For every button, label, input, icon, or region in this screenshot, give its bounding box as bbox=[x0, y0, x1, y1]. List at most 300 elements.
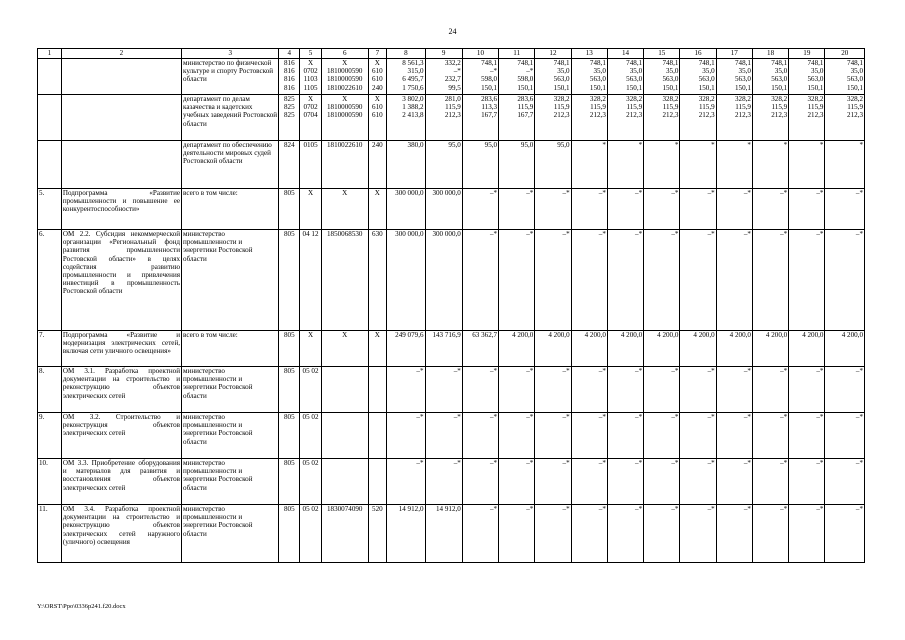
value-cell bbox=[644, 413, 680, 459]
value-line: –* bbox=[489, 230, 498, 238]
value-cell bbox=[825, 141, 865, 189]
value-line: 14 912,0 bbox=[435, 505, 461, 513]
rzpr-code-line: 1103 bbox=[303, 75, 318, 84]
value-cell bbox=[680, 331, 716, 367]
value-cell bbox=[462, 95, 498, 141]
value-line: 115,9 bbox=[626, 103, 643, 112]
grbs-code-line: 825 bbox=[283, 95, 295, 103]
header-cell: 15 bbox=[644, 49, 680, 59]
value-cell bbox=[535, 59, 571, 95]
grbs-code bbox=[279, 505, 300, 563]
header-cell: 1 bbox=[38, 49, 62, 59]
value-cell bbox=[752, 59, 788, 95]
value-line: 150,1 bbox=[771, 83, 788, 92]
value-line: 598,0 bbox=[481, 75, 498, 84]
value-line: –* bbox=[526, 459, 534, 467]
value-line: 150,1 bbox=[807, 83, 824, 92]
value-cell bbox=[752, 413, 788, 459]
grbs-code-line: 805 bbox=[283, 230, 295, 238]
table-row bbox=[38, 141, 865, 189]
value-cell bbox=[535, 413, 571, 459]
table-row bbox=[38, 95, 865, 141]
value-cell bbox=[387, 505, 425, 563]
row-name bbox=[61, 95, 181, 141]
grbs-code-line: 825 bbox=[283, 111, 295, 120]
csr-code bbox=[321, 459, 368, 505]
value-line: 150,1 bbox=[734, 83, 751, 92]
value-cell bbox=[680, 367, 716, 413]
value-line: –* bbox=[671, 459, 679, 467]
value-line: –* bbox=[855, 189, 863, 197]
value-line: 6 495,7 bbox=[402, 75, 424, 84]
value-cell bbox=[535, 141, 571, 189]
row-executor: департамент по обеспечению деятельности мировых судей Ростовской области bbox=[182, 141, 279, 189]
value-line: –* bbox=[671, 230, 679, 238]
value-line: 35,0 bbox=[738, 67, 751, 76]
value-line: –* bbox=[707, 367, 715, 375]
value-line: 300 000,0 bbox=[432, 189, 461, 197]
value-line: 212,3 bbox=[626, 111, 643, 120]
value-cell bbox=[425, 331, 462, 367]
value-line: –* bbox=[855, 413, 863, 421]
grbs-code bbox=[279, 189, 300, 230]
value-line: –* bbox=[598, 189, 606, 197]
value-line: –* bbox=[598, 413, 606, 421]
value-line: –* bbox=[526, 367, 534, 375]
value-cell bbox=[387, 59, 425, 95]
row-name: ОМ 3.2. Строительство и реконструкция объектов электрических сетей bbox=[61, 413, 181, 459]
value-cell bbox=[571, 230, 607, 331]
value-line: 3 802,0 bbox=[402, 95, 424, 103]
value-line: –* bbox=[562, 459, 570, 467]
value-line: –* bbox=[780, 189, 788, 197]
value-cell bbox=[535, 189, 571, 230]
rzpr-code bbox=[300, 413, 322, 459]
row-number: 10. bbox=[38, 459, 62, 505]
header-cell: 10 bbox=[462, 49, 498, 59]
value-cell bbox=[571, 141, 607, 189]
value-cell bbox=[825, 59, 865, 95]
vr-code-line: 240 bbox=[372, 141, 383, 149]
csr-code bbox=[321, 331, 368, 367]
value-line: 300 000,0 bbox=[432, 230, 461, 238]
value-cell bbox=[716, 459, 752, 505]
header-cell: 18 bbox=[752, 49, 788, 59]
value-line: –* bbox=[855, 505, 863, 513]
rzpr-code-line: 05 02 bbox=[302, 505, 319, 513]
csr-code-line: 1830074090 bbox=[326, 505, 363, 513]
value-cell bbox=[789, 141, 825, 189]
header-cell: 4 bbox=[279, 49, 300, 59]
value-cell bbox=[680, 230, 716, 331]
value-line: 63 362,7 bbox=[472, 331, 498, 339]
value-line: 249 079,6 bbox=[395, 331, 424, 339]
value-line: –* bbox=[816, 230, 824, 238]
row-name: ОМ 3.4. Разработка проектной документации на строительство и реконструкцию объектов электрических сетей наружного (уличного) освещения bbox=[61, 505, 181, 563]
value-line: 2 413,8 bbox=[402, 111, 424, 120]
value-line: * bbox=[747, 141, 751, 149]
value-line: –* bbox=[416, 459, 424, 467]
grbs-code-line: 816 bbox=[283, 75, 295, 84]
csr-code-line: 1810022610 bbox=[326, 141, 363, 149]
value-line: 212,3 bbox=[807, 111, 824, 120]
csr-code-line: 1850068530 bbox=[326, 230, 363, 238]
row-executor: министерство промышленности и энергетики Ростовской области bbox=[182, 367, 279, 413]
value-cell bbox=[825, 367, 865, 413]
csr-code bbox=[321, 95, 368, 141]
value-line: 1 750,6 bbox=[402, 83, 424, 92]
value-cell bbox=[499, 331, 535, 367]
value-line: 563,0 bbox=[626, 75, 643, 84]
value-line: 212,3 bbox=[589, 111, 606, 120]
csr-code-line: Х bbox=[342, 189, 348, 197]
value-line: –* bbox=[635, 413, 643, 421]
value-line: 563,0 bbox=[734, 75, 751, 84]
rzpr-code bbox=[300, 331, 322, 367]
value-cell bbox=[644, 95, 680, 141]
rzpr-code-line: 04 12 bbox=[302, 230, 319, 238]
header-row bbox=[38, 49, 865, 59]
grbs-code-line: 805 bbox=[283, 367, 295, 375]
table-row bbox=[38, 413, 865, 459]
value-line: –* bbox=[526, 67, 534, 76]
rzpr-code bbox=[300, 189, 322, 230]
budget-table bbox=[37, 48, 865, 563]
value-line: 150,1 bbox=[847, 83, 863, 92]
value-line: –* bbox=[635, 189, 643, 197]
value-cell bbox=[825, 331, 865, 367]
value-cell bbox=[499, 189, 535, 230]
value-line: 598,0 bbox=[517, 75, 534, 84]
value-line: –* bbox=[489, 189, 498, 197]
table-row bbox=[38, 459, 865, 505]
header-cell: 2 bbox=[61, 49, 181, 59]
rzpr-code-line: 0105 bbox=[303, 141, 318, 149]
header-cell: 8 bbox=[387, 49, 425, 59]
value-cell bbox=[644, 459, 680, 505]
csr-code bbox=[321, 505, 368, 563]
value-line: –* bbox=[707, 505, 715, 513]
value-line: 563,0 bbox=[553, 75, 570, 84]
value-cell bbox=[752, 505, 788, 563]
page-number: 24 bbox=[448, 27, 457, 36]
vr-code-line: 610 bbox=[372, 103, 383, 112]
value-cell bbox=[499, 459, 535, 505]
value-cell bbox=[425, 141, 462, 189]
value-line: –* bbox=[707, 413, 715, 421]
csr-code-line: Х bbox=[342, 95, 348, 103]
value-line: –* bbox=[562, 367, 570, 375]
grbs-code-line: 805 bbox=[283, 331, 295, 339]
vr-code-line: 610 bbox=[372, 111, 383, 120]
value-cell bbox=[571, 459, 607, 505]
value-line: –* bbox=[598, 367, 606, 375]
vr-code-line: 520 bbox=[372, 505, 383, 513]
vr-code-line: 240 bbox=[372, 83, 383, 92]
table-row bbox=[38, 367, 865, 413]
value-cell bbox=[716, 59, 752, 95]
value-line: 748,1 bbox=[807, 59, 824, 67]
value-cell bbox=[425, 230, 462, 331]
header-cell: 5 bbox=[300, 49, 322, 59]
value-line: 95,0 bbox=[520, 141, 534, 149]
value-line: 328,2 bbox=[734, 95, 751, 103]
value-line: 748,1 bbox=[698, 59, 715, 67]
value-cell bbox=[752, 367, 788, 413]
value-cell bbox=[425, 459, 462, 505]
value-line: –* bbox=[671, 367, 679, 375]
value-line: 35,0 bbox=[593, 67, 606, 76]
value-cell bbox=[789, 367, 825, 413]
value-line: 95,0 bbox=[448, 141, 461, 149]
csr-code bbox=[321, 413, 368, 459]
value-line: * bbox=[602, 141, 606, 149]
vr-code-line: Х bbox=[374, 189, 380, 197]
rzpr-code-line: 05 02 bbox=[302, 367, 319, 375]
value-cell bbox=[825, 413, 865, 459]
value-line: 4 200,0 bbox=[765, 331, 788, 339]
value-cell bbox=[680, 95, 716, 141]
grbs-code-line: 805 bbox=[283, 413, 295, 421]
rzpr-code-line: Х bbox=[307, 95, 314, 103]
footer-path: Y:\ORST\Ppo\0336p241.f20.docx bbox=[37, 603, 126, 610]
value-cell bbox=[607, 59, 643, 95]
value-cell bbox=[425, 413, 462, 459]
row-executor: министерство промышленности и энергетики Ростовской области bbox=[182, 230, 279, 331]
header-cell: 16 bbox=[680, 49, 716, 59]
value-line: 35,0 bbox=[665, 67, 679, 76]
value-cell bbox=[607, 331, 643, 367]
value-line: 150,1 bbox=[553, 83, 570, 92]
csr-code bbox=[321, 189, 368, 230]
value-cell bbox=[462, 189, 498, 230]
header-cell: 6 bbox=[321, 49, 368, 59]
value-cell bbox=[716, 505, 752, 563]
rzpr-code bbox=[300, 367, 322, 413]
value-cell bbox=[387, 189, 425, 230]
row-executor: министерство промышленности и энергетики Ростовской области bbox=[182, 413, 279, 459]
grbs-code-line: 816 bbox=[283, 83, 295, 92]
vr-code bbox=[368, 413, 387, 459]
value-cell bbox=[462, 141, 498, 189]
value-line: 328,2 bbox=[553, 95, 570, 103]
value-cell bbox=[499, 59, 535, 95]
table-row bbox=[38, 189, 865, 230]
value-line: 143 716,9 bbox=[432, 331, 461, 339]
value-line: –* bbox=[489, 67, 498, 76]
rzpr-code-line: 1105 bbox=[303, 83, 318, 92]
vr-code bbox=[368, 367, 387, 413]
header-cell: 13 bbox=[571, 49, 607, 59]
value-line: –* bbox=[780, 413, 788, 421]
value-line: –* bbox=[562, 189, 570, 197]
value-line: –* bbox=[598, 230, 606, 238]
value-cell bbox=[462, 505, 498, 563]
header-cell: 3 bbox=[182, 49, 279, 59]
value-line: * bbox=[783, 141, 788, 149]
value-line: –* bbox=[453, 67, 461, 76]
value-line: 328,2 bbox=[807, 95, 824, 103]
value-line: * bbox=[674, 141, 679, 149]
table-row bbox=[38, 230, 865, 331]
row-executor: министерство по физической культуре и спорту Ростовской области bbox=[182, 59, 279, 95]
value-cell bbox=[387, 141, 425, 189]
value-cell bbox=[607, 95, 643, 141]
value-cell bbox=[716, 189, 752, 230]
value-line: –* bbox=[671, 505, 679, 513]
rzpr-code bbox=[300, 459, 322, 505]
value-line: 332,2 bbox=[444, 59, 461, 67]
value-line: 14 912,0 bbox=[398, 505, 424, 513]
value-cell bbox=[425, 95, 462, 141]
value-line: –* bbox=[489, 459, 498, 467]
row-executor: всего в том числе: bbox=[182, 189, 279, 230]
value-line: 95,0 bbox=[557, 141, 570, 149]
row-executor: министерство промышленности и энергетики Ростовской области bbox=[182, 459, 279, 505]
value-line: 328,2 bbox=[847, 95, 863, 103]
value-line: 380,0 bbox=[407, 141, 424, 149]
value-line: 212,3 bbox=[734, 111, 751, 120]
value-cell bbox=[825, 189, 865, 230]
value-line: –* bbox=[816, 413, 824, 421]
value-line: 4 200,0 bbox=[584, 331, 606, 339]
value-cell bbox=[789, 230, 825, 331]
value-line: –* bbox=[598, 459, 606, 467]
vr-code bbox=[368, 459, 387, 505]
value-line: 115,9 bbox=[847, 103, 863, 112]
value-cell bbox=[571, 413, 607, 459]
value-cell bbox=[789, 413, 825, 459]
row-executor: департамент по делам казачества и кадетских учебных заведений Ростовской области bbox=[182, 95, 279, 141]
value-line: 748,1 bbox=[589, 59, 606, 67]
value-line: –* bbox=[743, 459, 751, 467]
value-line: 150,1 bbox=[589, 83, 606, 92]
value-line: 115,9 bbox=[553, 103, 570, 112]
value-line: 115,9 bbox=[735, 103, 751, 112]
value-line: –* bbox=[780, 505, 788, 513]
rzpr-code-line: Х bbox=[307, 189, 314, 197]
value-line: 95,0 bbox=[484, 141, 498, 149]
value-line: 4 200,0 bbox=[729, 331, 751, 339]
value-cell bbox=[825, 459, 865, 505]
value-cell bbox=[680, 413, 716, 459]
value-line: 35,0 bbox=[629, 67, 643, 76]
value-line: 563,0 bbox=[698, 75, 715, 84]
value-line: 115,9 bbox=[698, 103, 715, 112]
value-line: –* bbox=[416, 413, 424, 421]
value-cell bbox=[789, 95, 825, 141]
value-line: –* bbox=[526, 230, 534, 238]
value-cell bbox=[425, 189, 462, 230]
value-line: 115,9 bbox=[771, 103, 788, 112]
value-cell bbox=[680, 459, 716, 505]
value-cell bbox=[680, 505, 716, 563]
value-cell bbox=[607, 367, 643, 413]
header-cell: 11 bbox=[499, 49, 535, 59]
value-line: * bbox=[859, 141, 863, 149]
value-line: 212,3 bbox=[662, 111, 679, 120]
value-line: 150,1 bbox=[626, 83, 643, 92]
value-line: 748,1 bbox=[626, 59, 643, 67]
value-line: 212,3 bbox=[847, 111, 863, 120]
value-cell bbox=[499, 505, 535, 563]
value-cell bbox=[680, 141, 716, 189]
value-line: 115,9 bbox=[662, 103, 679, 112]
value-cell bbox=[644, 367, 680, 413]
value-cell bbox=[425, 367, 462, 413]
grbs-code bbox=[279, 141, 300, 189]
value-line: –* bbox=[743, 230, 751, 238]
value-cell bbox=[535, 95, 571, 141]
value-cell bbox=[387, 331, 425, 367]
grbs-code-line: 824 bbox=[283, 141, 295, 149]
row-name: ОМ 3.1. Разработка проектной документации на строительство и реконструкцию объектов электрических сетей bbox=[61, 367, 181, 413]
value-line: –* bbox=[526, 189, 534, 197]
csr-code bbox=[321, 141, 368, 189]
value-line: –* bbox=[855, 367, 863, 375]
vr-code-line: 630 bbox=[372, 230, 383, 238]
value-line: –* bbox=[489, 413, 498, 421]
value-line: 748,1 bbox=[481, 59, 498, 67]
vr-code bbox=[368, 95, 387, 141]
csr-code bbox=[321, 59, 368, 95]
csr-code-line: 1810000590 bbox=[326, 67, 363, 76]
value-cell bbox=[644, 505, 680, 563]
rzpr-code-line: 0702 bbox=[303, 67, 318, 76]
grbs-code-line: 805 bbox=[283, 189, 295, 197]
value-cell bbox=[535, 331, 571, 367]
rzpr-code bbox=[300, 141, 322, 189]
value-line: –* bbox=[743, 189, 751, 197]
grbs-code-line: 816 bbox=[283, 59, 295, 67]
row-name: Подпрограмма «Развитие и модернизация электрических сетей, включая сети уличного освещения» bbox=[61, 331, 181, 367]
value-line: 115,9 bbox=[807, 103, 824, 112]
value-cell bbox=[499, 413, 535, 459]
value-line: 563,0 bbox=[771, 75, 788, 84]
value-cell bbox=[644, 189, 680, 230]
value-cell bbox=[387, 230, 425, 331]
value-line: –* bbox=[635, 230, 643, 238]
header-cell: 17 bbox=[716, 49, 752, 59]
value-line: –* bbox=[526, 413, 534, 421]
value-cell bbox=[462, 367, 498, 413]
value-line: 232,7 bbox=[444, 75, 461, 84]
value-line: –* bbox=[635, 505, 643, 513]
value-line: 328,2 bbox=[589, 95, 606, 103]
value-line: –* bbox=[671, 413, 679, 421]
value-line: –* bbox=[526, 505, 534, 513]
value-line: 35,0 bbox=[850, 67, 863, 76]
value-line: 748,1 bbox=[662, 59, 679, 67]
value-line: 563,0 bbox=[807, 75, 824, 84]
value-cell bbox=[607, 413, 643, 459]
value-cell bbox=[571, 505, 607, 563]
value-line: 328,2 bbox=[662, 95, 679, 103]
csr-code-line: 1810000590 bbox=[326, 103, 363, 112]
value-line: 4 200,0 bbox=[548, 331, 570, 339]
value-cell bbox=[752, 95, 788, 141]
value-line: 115,9 bbox=[517, 103, 534, 112]
value-cell bbox=[716, 141, 752, 189]
value-line: –* bbox=[671, 189, 679, 197]
value-line: 563,0 bbox=[589, 75, 606, 84]
grbs-code bbox=[279, 230, 300, 331]
vr-code-line: Х bbox=[374, 331, 380, 339]
value-cell bbox=[644, 331, 680, 367]
value-line: 150,1 bbox=[662, 83, 679, 92]
rzpr-code-line: Х bbox=[307, 331, 314, 339]
value-cell bbox=[462, 59, 498, 95]
